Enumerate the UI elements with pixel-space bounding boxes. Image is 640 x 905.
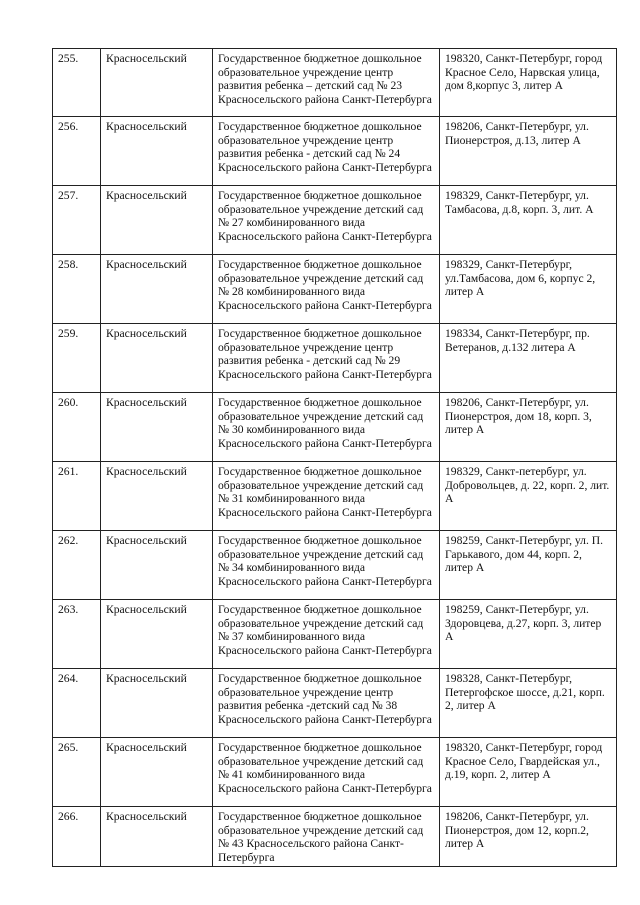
table-row xyxy=(53,49,617,117)
district-cell: Красносельский xyxy=(101,807,213,867)
institution-name-cell: Государственное бюджетное дошкольное образовательное учреждение детский сад № 41 комбинированного вида Красносельского района Санкт-Петербурга xyxy=(213,738,440,807)
row-number: 262. xyxy=(53,531,101,600)
table-row xyxy=(53,255,617,324)
row-number: 257. xyxy=(53,186,101,255)
table-body xyxy=(53,49,617,867)
row-number: 261. xyxy=(53,462,101,531)
address-cell: 198329, Санкт-петербург, ул. Добровольцев, д. 22, корп. 2, лит. А xyxy=(440,462,617,531)
institution-name-cell: Государственное бюджетное дошкольное образовательное учреждение центр развития ребенка – детский сад № 23 Красносельского района Санкт-Петербурга xyxy=(213,49,440,117)
institution-name-cell: Государственное бюджетное дошкольное образовательное учреждение центр развития ребенка - детский сад № 24 Красносельского района Санкт-Петербурга xyxy=(213,117,440,186)
address-cell: 198320, Санкт-Петербург, город Красное Село, Гвардейская ул., д.19, корп. 2, литер А xyxy=(440,738,617,807)
table-row xyxy=(53,600,617,669)
row-number: 264. xyxy=(53,669,101,738)
table-row xyxy=(53,117,617,186)
district-cell: Красносельский xyxy=(101,324,213,393)
district-cell: Красносельский xyxy=(101,117,213,186)
table-row xyxy=(53,531,617,600)
address-cell: 198329, Санкт-Петербург, ул. Тамбасова, д.8, корп. 3, лит. А xyxy=(440,186,617,255)
district-cell: Красносельский xyxy=(101,255,213,324)
address-cell: 198206, Санкт-Петербург, ул. Пионерстроя, д.13, литер А xyxy=(440,117,617,186)
address-cell: 198259, Санкт-Петербург, ул. Здоровцева, д.27, корп. 3, литер А xyxy=(440,600,617,669)
district-cell: Красносельский xyxy=(101,600,213,669)
district-cell: Красносельский xyxy=(101,669,213,738)
district-cell: Красносельский xyxy=(101,462,213,531)
row-number: 255. xyxy=(53,49,101,117)
address-cell: 198259, Санкт-Петербург, ул. П. Гарькавого, дом 44, корп. 2, литер А xyxy=(440,531,617,600)
row-number: 258. xyxy=(53,255,101,324)
district-cell: Красносельский xyxy=(101,531,213,600)
institution-name-cell: Государственное бюджетное дошкольное образовательное учреждение детский сад № 28 комбинированного вида Красносельского района Санкт-Петербурга xyxy=(213,255,440,324)
district-cell: Красносельский xyxy=(101,186,213,255)
row-number: 256. xyxy=(53,117,101,186)
table-row xyxy=(53,462,617,531)
institution-name-cell: Государственное бюджетное дошкольное образовательное учреждение детский сад № 43 Красносельского района Санкт-Петербурга xyxy=(213,807,440,867)
address-cell: 198328, Санкт-Петербург, Петергофское шоссе, д.21, корп. 2, литер А xyxy=(440,669,617,738)
row-number: 263. xyxy=(53,600,101,669)
institution-name-cell: Государственное бюджетное дошкольное образовательное учреждение центр развития ребенка - детский сад № 29 Красносельского района Санкт-Петербурга xyxy=(213,324,440,393)
institution-name-cell: Государственное бюджетное дошкольное образовательное учреждение детский сад № 37 комбинированного вида Красносельского района Санкт-Петербурга xyxy=(213,600,440,669)
table-row xyxy=(53,738,617,807)
institutions-table xyxy=(52,48,617,867)
district-cell: Красносельский xyxy=(101,49,213,117)
table-row xyxy=(53,324,617,393)
table-row xyxy=(53,393,617,462)
row-number: 265. xyxy=(53,738,101,807)
address-cell: 198320, Санкт-Петербург, город Красное Село, Нарвская улица, дом 8,корпус 3, литер А xyxy=(440,49,617,117)
address-cell: 198206, Санкт-Петербург, ул. Пионерстроя, дом 18, корп. 3, литер А xyxy=(440,393,617,462)
table-row xyxy=(53,807,617,867)
institution-name-cell: Государственное бюджетное дошкольное образовательное учреждение детский сад № 34 комбинированного вида Красносельского района Санкт-Петербурга xyxy=(213,531,440,600)
table-row xyxy=(53,669,617,738)
institution-name-cell: Государственное бюджетное дошкольное образовательное учреждение детский сад № 27 комбинированного вида Красносельского района Санкт-Петербурга xyxy=(213,186,440,255)
district-cell: Красносельский xyxy=(101,738,213,807)
row-number: 266. xyxy=(53,807,101,867)
address-cell: 198334, Санкт-Петербург, пр. Ветеранов, д.132 литера А xyxy=(440,324,617,393)
row-number: 259. xyxy=(53,324,101,393)
row-number: 260. xyxy=(53,393,101,462)
institution-name-cell: Государственное бюджетное дошкольное образовательное учреждение детский сад № 31 комбинированного вида Красносельского района Санкт-Петербурга xyxy=(213,462,440,531)
address-cell: 198206, Санкт-Петербург, ул. Пионерстроя, дом 12, корп.2, литер А xyxy=(440,807,617,867)
district-cell: Красносельский xyxy=(101,393,213,462)
institution-name-cell: Государственное бюджетное дошкольное образовательное учреждение детский сад № 30 комбинированного вида Красносельского района Санкт-Петербурга xyxy=(213,393,440,462)
table-row xyxy=(53,186,617,255)
institution-name-cell: Государственное бюджетное дошкольное образовательное учреждение центр развития ребенка -детский сад № 38 Красносельского района Санкт-Петербурга xyxy=(213,669,440,738)
address-cell: 198329, Санкт-Петербург, ул.Тамбасова, дом 6, корпус 2, литер А xyxy=(440,255,617,324)
